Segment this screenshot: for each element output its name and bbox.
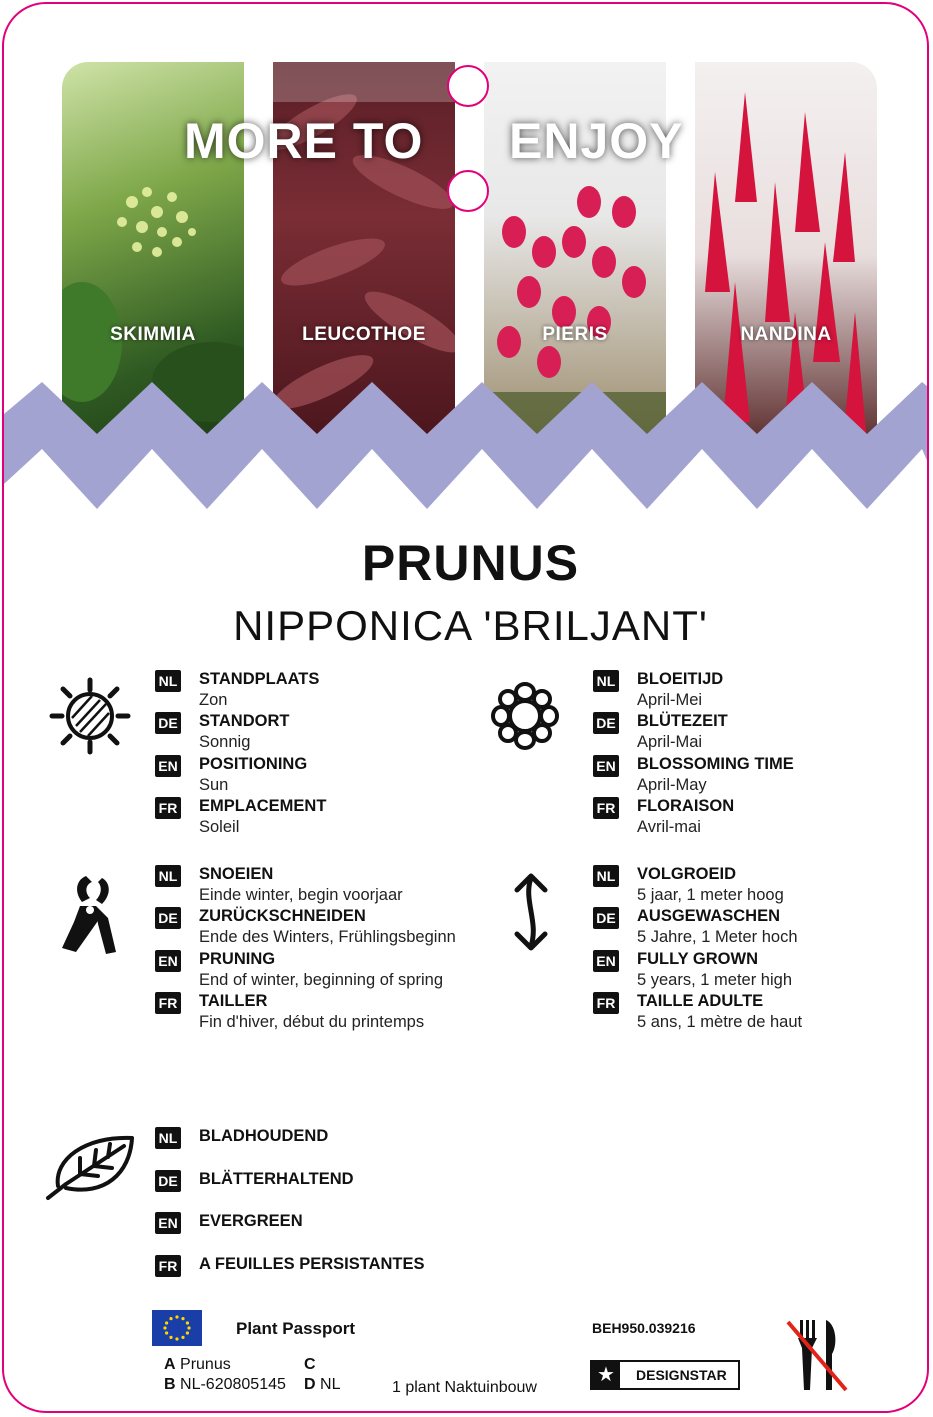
lang-badge: NL bbox=[155, 670, 181, 692]
grown-value: 5 Jahre, 1 Meter hoch bbox=[637, 928, 798, 946]
passport-line-c bbox=[304, 1356, 316, 1374]
star-icon: ★ bbox=[592, 1362, 620, 1388]
lang-badge: FR bbox=[155, 1255, 181, 1277]
passport-key-b: B bbox=[164, 1376, 176, 1393]
lang-badge: DE bbox=[593, 712, 619, 734]
lang-badge: FR bbox=[593, 992, 619, 1014]
passport-value-d: NL bbox=[320, 1376, 341, 1393]
passport-line-b bbox=[164, 1376, 286, 1394]
foliage-label: A FEUILLES PERSISTANTES bbox=[199, 1255, 425, 1273]
plant-name: PRUNUS bbox=[361, 535, 580, 591]
passport-line-a bbox=[164, 1356, 231, 1374]
lang-badge: FR bbox=[155, 992, 181, 1014]
lang-badge: NL bbox=[155, 1127, 181, 1149]
hanger-hole-top bbox=[447, 65, 489, 107]
banner-title-left: MORE TO bbox=[184, 113, 424, 169]
pruning-value: End of winter, beginning of spring bbox=[199, 971, 443, 989]
blossom-label: FLORAISON bbox=[637, 797, 735, 815]
passport-value-a: Prunus bbox=[180, 1356, 231, 1373]
lang-badge: EN bbox=[155, 755, 181, 777]
plant-passport-title: Plant Passport bbox=[236, 1319, 356, 1338]
designstar-label: DESIGNSTAR bbox=[636, 1367, 727, 1383]
position-label: STANDPLAATS bbox=[199, 670, 320, 688]
grown-label: AUSGEWASCHEN bbox=[637, 907, 781, 925]
position-label: STANDORT bbox=[199, 712, 290, 730]
pruning-label: TAILLER bbox=[199, 992, 268, 1010]
banner-title-right: ENJOY bbox=[509, 113, 684, 169]
grown-value: 5 jaar, 1 meter hoog bbox=[637, 886, 784, 904]
photo-label-skimmia: SKIMMIA bbox=[110, 324, 196, 345]
not-edible-icon bbox=[782, 1314, 852, 1396]
lang-badge: EN bbox=[155, 1212, 181, 1234]
product-code: BEH950.039216 bbox=[592, 1320, 696, 1336]
grown-value: 5 ans, 1 mètre de haut bbox=[637, 1013, 803, 1031]
pruning-value: Einde winter, begin voorjaar bbox=[199, 886, 403, 904]
lang-badge: EN bbox=[155, 950, 181, 972]
naktuinbouw-text: 1 plant Naktuinbouw bbox=[392, 1379, 537, 1396]
lang-badge: DE bbox=[155, 907, 181, 929]
foliage-label: EVERGREEN bbox=[199, 1212, 303, 1230]
lang-badge: DE bbox=[593, 907, 619, 929]
blossom-value: April-Mai bbox=[637, 733, 703, 751]
grown-label: FULLY GROWN bbox=[637, 950, 759, 968]
designstar-badge bbox=[590, 1360, 740, 1390]
foliage-label: BLADHOUDEND bbox=[199, 1127, 329, 1145]
zigzag-band bbox=[4, 374, 929, 514]
plant-label-card bbox=[2, 2, 929, 1413]
photo-banner bbox=[4, 4, 929, 524]
passport-key-c: C bbox=[304, 1356, 316, 1373]
blossom-label: BLOEITIJD bbox=[637, 670, 724, 688]
blossom-value: Avril-mai bbox=[637, 818, 701, 836]
passport-line-d bbox=[304, 1376, 340, 1394]
pruning-shears-icon bbox=[56, 872, 122, 956]
grown-label: VOLGROEID bbox=[637, 865, 737, 883]
eu-flag-icon bbox=[152, 1310, 202, 1346]
blossom-label: BLÜTEZEIT bbox=[637, 712, 728, 730]
lang-badge: NL bbox=[593, 865, 619, 887]
photo-label-nandina: NANDINA bbox=[740, 324, 832, 345]
lang-badge: NL bbox=[155, 865, 181, 887]
blossom-value: April-Mei bbox=[637, 691, 703, 709]
lang-badge: EN bbox=[593, 755, 619, 777]
position-value: Sonnig bbox=[199, 733, 251, 751]
photo-label-pieris: PIERIS bbox=[542, 324, 608, 345]
lang-badge: FR bbox=[155, 797, 181, 819]
plant-variety: NIPPONICA 'BRILJANT' bbox=[233, 602, 708, 649]
grown-value: 5 years, 1 meter high bbox=[637, 971, 792, 989]
position-label: POSITIONING bbox=[199, 755, 308, 773]
position-value: Sun bbox=[199, 776, 229, 794]
passport-value-b: NL-620805145 bbox=[180, 1376, 286, 1393]
photo-label-leucothoe: LEUCOTHOE bbox=[302, 324, 426, 345]
position-label: EMPLACEMENT bbox=[199, 797, 327, 815]
height-arrow-icon bbox=[509, 870, 553, 954]
sun-icon bbox=[48, 676, 132, 756]
position-value: Soleil bbox=[199, 818, 240, 836]
blossom-label: BLOSSOMING TIME bbox=[637, 755, 794, 773]
pruning-label: SNOEIEN bbox=[199, 865, 274, 883]
pruning-label: ZURÜCKSCHNEIDEN bbox=[199, 907, 366, 925]
lang-badge: DE bbox=[155, 1170, 181, 1192]
flower-icon bbox=[488, 680, 562, 752]
passport-key-a: A bbox=[164, 1356, 176, 1373]
lang-badge: DE bbox=[155, 712, 181, 734]
grown-label: TAILLE ADULTE bbox=[637, 992, 764, 1010]
pruning-value: Fin d'hiver, début du printemps bbox=[199, 1013, 425, 1031]
leaf-icon bbox=[44, 1130, 140, 1202]
lang-badge: NL bbox=[593, 670, 619, 692]
passport-key-d: D bbox=[304, 1376, 316, 1393]
lang-badge: EN bbox=[593, 950, 619, 972]
position-value: Zon bbox=[199, 691, 228, 709]
lang-badge: FR bbox=[593, 797, 619, 819]
pruning-value: Ende des Winters, Frühlingsbeginn bbox=[199, 928, 456, 946]
hanger-hole-bottom bbox=[447, 170, 489, 212]
foliage-label: BLÄTTERHALTEND bbox=[199, 1170, 354, 1188]
blossom-value: April-May bbox=[637, 776, 707, 794]
pruning-label: PRUNING bbox=[199, 950, 276, 968]
